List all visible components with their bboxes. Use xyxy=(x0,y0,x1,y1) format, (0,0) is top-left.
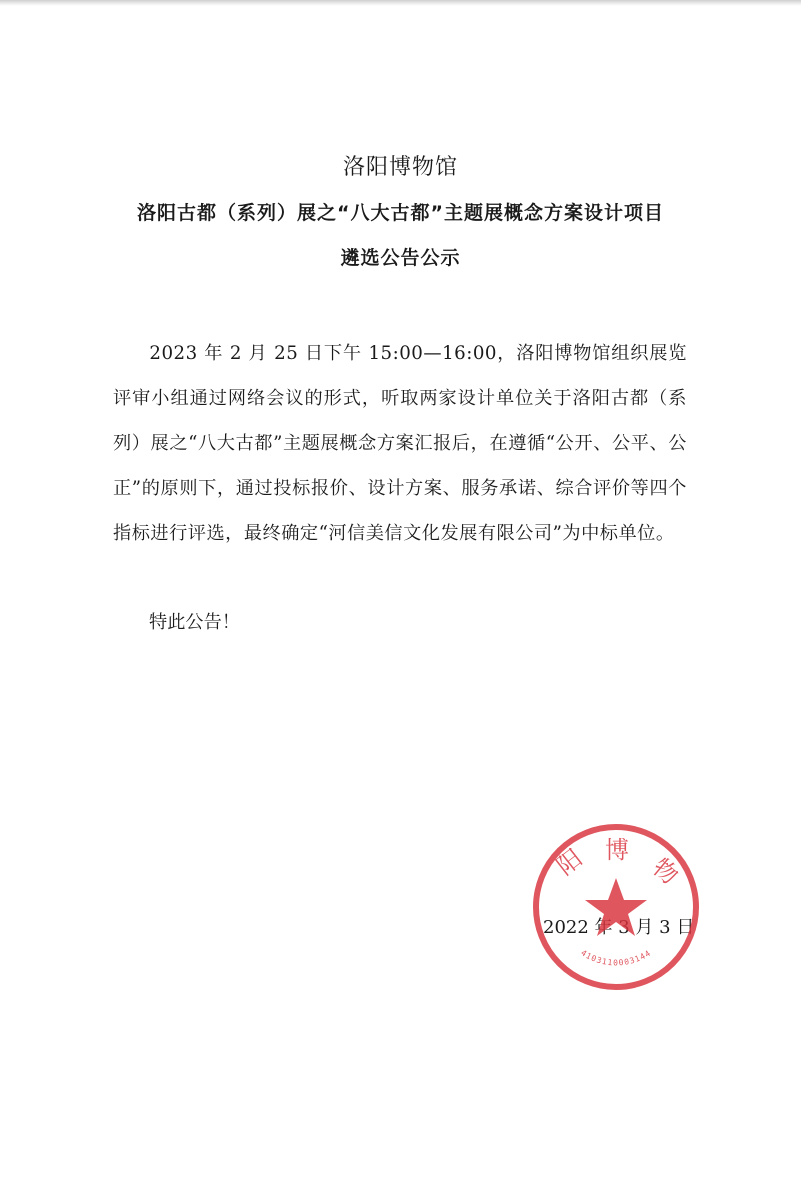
seal-char-1: 阳 xyxy=(551,843,588,881)
official-seal-stamp xyxy=(529,820,703,994)
notice-body-paragraph: 2023 年 2 月 25 日下午 15:00—16:00，洛阳博物馆组织展览评审小组通过网络会议的形式，听取两家设计单位关于洛阳古都（系列）展之“八大古都”主题展概念方案汇报后，在遵循“公开、公平、公正”的原则下，通过投标报价、设计方案、服务承诺、综合评价等四个指标进行评选，最终确定“河信美信文化发展有限公司”为中标单位。 xyxy=(113,343,687,544)
seal-char-3: 物 xyxy=(647,853,684,891)
org-title: 洛阳博物馆 xyxy=(342,155,458,180)
closing-line: 特此公告！ xyxy=(149,612,240,633)
issue-date: 2022 年 3 月 3 日 xyxy=(543,917,695,938)
notice-title: 遴选公告公示 xyxy=(340,247,461,269)
seal-star-icon xyxy=(585,878,647,936)
seal-char-2: 博 xyxy=(605,836,629,864)
seal-code: 4103110003144 xyxy=(579,948,653,968)
project-title: 洛阳古都（系列）展之“八大古都”主题展概念方案设计项目 xyxy=(137,202,664,224)
